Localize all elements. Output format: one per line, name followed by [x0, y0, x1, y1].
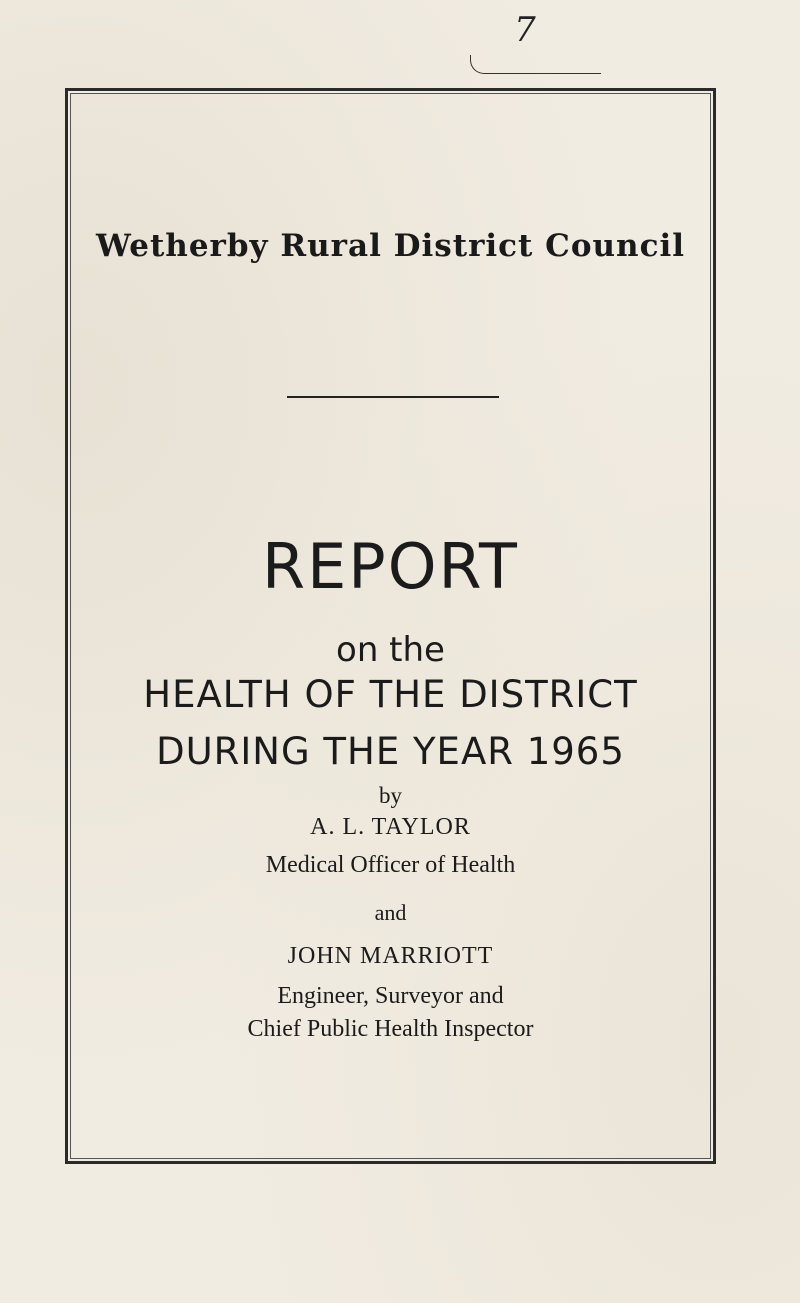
- report-subject: HEALTH OF THE DISTRICT: [143, 673, 638, 716]
- report-on-the: on the: [336, 630, 445, 670]
- author-name-1: A. L. TAYLOR: [310, 814, 471, 840]
- author-name-2: JOHN MARRIOTT: [287, 943, 494, 969]
- and-label: and: [374, 900, 407, 925]
- divider-rule: [287, 396, 499, 398]
- by-label: by: [379, 783, 402, 808]
- author-role-2-line2: Chief Public Health Inspector: [247, 1016, 534, 1042]
- page-number: 7: [514, 10, 536, 50]
- author-role-2-line1: Engineer, Surveyor and: [277, 983, 504, 1009]
- handwritten-mark: [470, 55, 601, 74]
- report-heading: REPORT: [262, 530, 519, 603]
- council-title: Wetherby Rural District Council: [95, 228, 686, 264]
- author-role-1: Medical Officer of Health: [265, 852, 516, 878]
- report-period: DURING THE YEAR 1965: [156, 730, 625, 773]
